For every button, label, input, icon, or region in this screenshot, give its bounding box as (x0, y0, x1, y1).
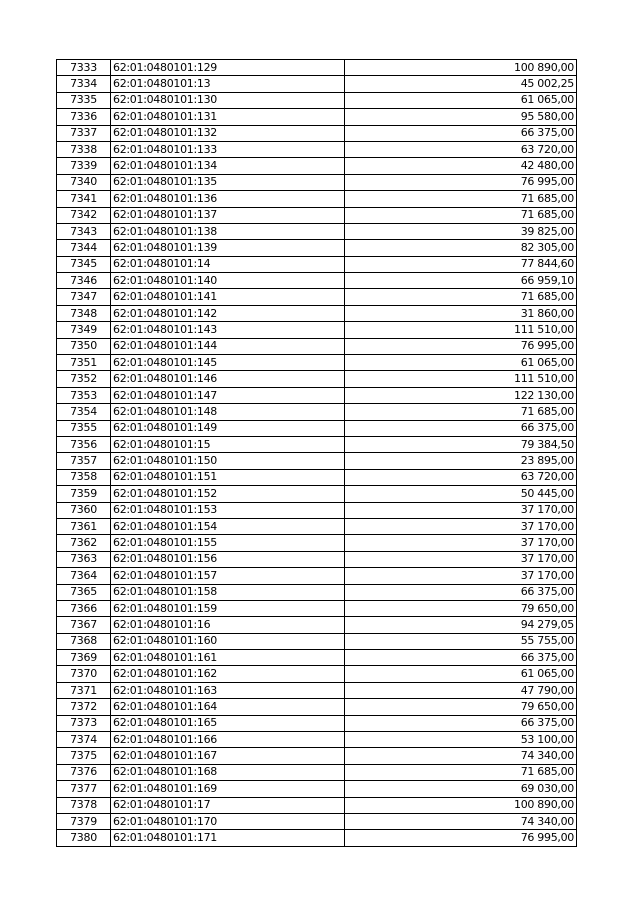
cadastral-number-cell: 62:01:0480101:14 (111, 256, 345, 272)
cadastral-number-cell: 62:01:0480101:169 (111, 781, 345, 797)
cadastral-number-cell: 62:01:0480101:129 (111, 60, 345, 76)
table-row (57, 633, 577, 649)
cadastral-number-cell: 62:01:0480101:139 (111, 240, 345, 256)
cadastral-number-cell: 62:01:0480101:135 (111, 174, 345, 190)
cadastral-value-cell: 69 030,00 (345, 781, 577, 797)
cadastral-number-cell: 62:01:0480101:156 (111, 551, 345, 567)
row-number-cell: 7333 (57, 60, 111, 76)
row-number-cell: 7355 (57, 420, 111, 436)
row-number-cell: 7358 (57, 469, 111, 485)
table-row (57, 273, 577, 289)
row-number-cell: 7349 (57, 322, 111, 338)
cadastral-value-cell: 66 959,10 (345, 273, 577, 289)
table-row (57, 650, 577, 666)
cadastral-value-cell: 71 685,00 (345, 191, 577, 207)
table-row (57, 469, 577, 485)
row-number-cell: 7350 (57, 338, 111, 354)
row-number-cell: 7376 (57, 764, 111, 780)
cadastral-number-cell: 62:01:0480101:166 (111, 732, 345, 748)
cadastral-number-cell: 62:01:0480101:133 (111, 141, 345, 157)
row-number-cell: 7359 (57, 486, 111, 502)
table-row (57, 764, 577, 780)
row-number-cell: 7363 (57, 551, 111, 567)
cadastral-number-cell: 62:01:0480101:155 (111, 535, 345, 551)
row-number-cell: 7378 (57, 797, 111, 813)
row-number-cell: 7361 (57, 518, 111, 534)
row-number-cell: 7335 (57, 92, 111, 108)
table-row (57, 813, 577, 829)
table-row (57, 125, 577, 141)
row-number-cell: 7337 (57, 125, 111, 141)
row-number-cell: 7374 (57, 732, 111, 748)
cadastral-number-cell: 62:01:0480101:130 (111, 92, 345, 108)
table-row (57, 535, 577, 551)
cadastral-number-cell: 62:01:0480101:165 (111, 715, 345, 731)
cadastral-value-cell: 66 375,00 (345, 650, 577, 666)
table-row (57, 732, 577, 748)
table-body (57, 60, 577, 847)
cadastral-value-cell: 45 002,25 (345, 76, 577, 92)
cadastral-number-cell: 62:01:0480101:152 (111, 486, 345, 502)
table-row (57, 830, 577, 846)
cadastral-number-cell: 62:01:0480101:143 (111, 322, 345, 338)
table-row (57, 240, 577, 256)
cadastral-value-cell: 23 895,00 (345, 453, 577, 469)
row-number-cell: 7354 (57, 404, 111, 420)
cadastral-value-cell: 94 279,05 (345, 617, 577, 633)
cadastral-number-cell: 62:01:0480101:157 (111, 568, 345, 584)
row-number-cell: 7340 (57, 174, 111, 190)
cadastral-value-cell: 111 510,00 (345, 371, 577, 387)
cadastral-value-cell: 100 890,00 (345, 797, 577, 813)
row-number-cell: 7353 (57, 387, 111, 403)
row-number-cell: 7371 (57, 682, 111, 698)
table-row (57, 223, 577, 239)
row-number-cell: 7357 (57, 453, 111, 469)
cadastral-value-cell: 63 720,00 (345, 469, 577, 485)
row-number-cell: 7344 (57, 240, 111, 256)
cadastral-number-cell: 62:01:0480101:136 (111, 191, 345, 207)
row-number-cell: 7370 (57, 666, 111, 682)
cadastral-number-cell: 62:01:0480101:159 (111, 600, 345, 616)
table-row (57, 420, 577, 436)
table-row (57, 174, 577, 190)
table-row (57, 109, 577, 125)
cadastral-value-cell: 79 650,00 (345, 600, 577, 616)
table-row (57, 141, 577, 157)
row-number-cell: 7334 (57, 76, 111, 92)
table-row (57, 797, 577, 813)
cadastral-value-cell: 79 650,00 (345, 699, 577, 715)
table-row (57, 682, 577, 698)
table-row (57, 387, 577, 403)
cadastral-value-cell: 37 170,00 (345, 518, 577, 534)
row-number-cell: 7348 (57, 305, 111, 321)
cadastral-value-cell: 122 130,00 (345, 387, 577, 403)
row-number-cell: 7342 (57, 207, 111, 223)
document-page (56, 59, 577, 847)
cadastral-number-cell: 62:01:0480101:138 (111, 223, 345, 239)
row-number-cell: 7341 (57, 191, 111, 207)
cadastral-value-cell: 66 375,00 (345, 584, 577, 600)
row-number-cell: 7369 (57, 650, 111, 666)
cadastral-value-cell: 50 445,00 (345, 486, 577, 502)
cadastral-value-cell: 79 384,50 (345, 436, 577, 452)
table-row (57, 436, 577, 452)
table-row (57, 338, 577, 354)
cadastral-number-cell: 62:01:0480101:160 (111, 633, 345, 649)
row-number-cell: 7346 (57, 273, 111, 289)
table-row (57, 781, 577, 797)
cadastral-number-cell: 62:01:0480101:167 (111, 748, 345, 764)
cadastral-number-cell: 62:01:0480101:137 (111, 207, 345, 223)
cadastral-value-cell: 37 170,00 (345, 535, 577, 551)
cadastral-value-cell: 71 685,00 (345, 207, 577, 223)
row-number-cell: 7347 (57, 289, 111, 305)
table-row (57, 404, 577, 420)
table-row (57, 92, 577, 108)
cadastral-number-cell: 62:01:0480101:131 (111, 109, 345, 125)
cadastral-number-cell: 62:01:0480101:150 (111, 453, 345, 469)
cadastral-value-cell: 37 170,00 (345, 551, 577, 567)
row-number-cell: 7339 (57, 158, 111, 174)
cadastral-value-cell: 82 305,00 (345, 240, 577, 256)
table-row (57, 322, 577, 338)
table-row (57, 486, 577, 502)
cadastral-number-cell: 62:01:0480101:13 (111, 76, 345, 92)
table-row (57, 699, 577, 715)
cadastral-number-cell: 62:01:0480101:15 (111, 436, 345, 452)
table-row (57, 518, 577, 534)
cadastral-value-cell: 111 510,00 (345, 322, 577, 338)
cadastral-value-cell: 55 755,00 (345, 633, 577, 649)
table-row (57, 158, 577, 174)
table-row (57, 289, 577, 305)
cadastral-value-cell: 61 065,00 (345, 666, 577, 682)
row-number-cell: 7351 (57, 355, 111, 371)
cadastral-value-table (56, 59, 577, 847)
row-number-cell: 7367 (57, 617, 111, 633)
table-row (57, 371, 577, 387)
table-row (57, 191, 577, 207)
cadastral-value-cell: 76 995,00 (345, 338, 577, 354)
cadastral-number-cell: 62:01:0480101:163 (111, 682, 345, 698)
row-number-cell: 7379 (57, 813, 111, 829)
table-row (57, 207, 577, 223)
cadastral-value-cell: 74 340,00 (345, 813, 577, 829)
table-row (57, 305, 577, 321)
cadastral-number-cell: 62:01:0480101:170 (111, 813, 345, 829)
cadastral-number-cell: 62:01:0480101:17 (111, 797, 345, 813)
table-row (57, 617, 577, 633)
cadastral-value-cell: 66 375,00 (345, 715, 577, 731)
row-number-cell: 7343 (57, 223, 111, 239)
cadastral-value-cell: 66 375,00 (345, 125, 577, 141)
row-number-cell: 7345 (57, 256, 111, 272)
table-row (57, 76, 577, 92)
cadastral-number-cell: 62:01:0480101:151 (111, 469, 345, 485)
table-row (57, 551, 577, 567)
cadastral-value-cell: 39 825,00 (345, 223, 577, 239)
table-row (57, 715, 577, 731)
table-row (57, 60, 577, 76)
row-number-cell: 7336 (57, 109, 111, 125)
cadastral-value-cell: 71 685,00 (345, 404, 577, 420)
table-row (57, 502, 577, 518)
cadastral-value-cell: 31 860,00 (345, 305, 577, 321)
cadastral-number-cell: 62:01:0480101:144 (111, 338, 345, 354)
cadastral-value-cell: 42 480,00 (345, 158, 577, 174)
cadastral-value-cell: 47 790,00 (345, 682, 577, 698)
row-number-cell: 7362 (57, 535, 111, 551)
cadastral-number-cell: 62:01:0480101:153 (111, 502, 345, 518)
cadastral-number-cell: 62:01:0480101:132 (111, 125, 345, 141)
cadastral-number-cell: 62:01:0480101:145 (111, 355, 345, 371)
cadastral-value-cell: 95 580,00 (345, 109, 577, 125)
cadastral-number-cell: 62:01:0480101:134 (111, 158, 345, 174)
cadastral-value-cell: 61 065,00 (345, 92, 577, 108)
row-number-cell: 7338 (57, 141, 111, 157)
cadastral-value-cell: 100 890,00 (345, 60, 577, 76)
cadastral-number-cell: 62:01:0480101:146 (111, 371, 345, 387)
row-number-cell: 7377 (57, 781, 111, 797)
cadastral-number-cell: 62:01:0480101:168 (111, 764, 345, 780)
cadastral-value-cell: 63 720,00 (345, 141, 577, 157)
table-row (57, 256, 577, 272)
cadastral-number-cell: 62:01:0480101:164 (111, 699, 345, 715)
cadastral-number-cell: 62:01:0480101:158 (111, 584, 345, 600)
cadastral-number-cell: 62:01:0480101:161 (111, 650, 345, 666)
cadastral-number-cell: 62:01:0480101:142 (111, 305, 345, 321)
cadastral-number-cell: 62:01:0480101:171 (111, 830, 345, 846)
row-number-cell: 7368 (57, 633, 111, 649)
table-row (57, 584, 577, 600)
cadastral-number-cell: 62:01:0480101:162 (111, 666, 345, 682)
row-number-cell: 7380 (57, 830, 111, 846)
row-number-cell: 7356 (57, 436, 111, 452)
table-row (57, 600, 577, 616)
cadastral-value-cell: 71 685,00 (345, 289, 577, 305)
row-number-cell: 7372 (57, 699, 111, 715)
cadastral-value-cell: 66 375,00 (345, 420, 577, 436)
cadastral-number-cell: 62:01:0480101:141 (111, 289, 345, 305)
row-number-cell: 7375 (57, 748, 111, 764)
cadastral-number-cell: 62:01:0480101:147 (111, 387, 345, 403)
row-number-cell: 7360 (57, 502, 111, 518)
cadastral-value-cell: 76 995,00 (345, 830, 577, 846)
cadastral-number-cell: 62:01:0480101:154 (111, 518, 345, 534)
table-row (57, 568, 577, 584)
cadastral-value-cell: 37 170,00 (345, 568, 577, 584)
cadastral-number-cell: 62:01:0480101:140 (111, 273, 345, 289)
table-row (57, 355, 577, 371)
cadastral-value-cell: 77 844,60 (345, 256, 577, 272)
cadastral-value-cell: 71 685,00 (345, 764, 577, 780)
cadastral-value-cell: 53 100,00 (345, 732, 577, 748)
table-row (57, 453, 577, 469)
table-row (57, 666, 577, 682)
row-number-cell: 7365 (57, 584, 111, 600)
row-number-cell: 7373 (57, 715, 111, 731)
cadastral-number-cell: 62:01:0480101:148 (111, 404, 345, 420)
cadastral-value-cell: 76 995,00 (345, 174, 577, 190)
row-number-cell: 7352 (57, 371, 111, 387)
cadastral-value-cell: 61 065,00 (345, 355, 577, 371)
cadastral-value-cell: 37 170,00 (345, 502, 577, 518)
row-number-cell: 7366 (57, 600, 111, 616)
cadastral-value-cell: 74 340,00 (345, 748, 577, 764)
row-number-cell: 7364 (57, 568, 111, 584)
cadastral-number-cell: 62:01:0480101:16 (111, 617, 345, 633)
table-row (57, 748, 577, 764)
cadastral-number-cell: 62:01:0480101:149 (111, 420, 345, 436)
